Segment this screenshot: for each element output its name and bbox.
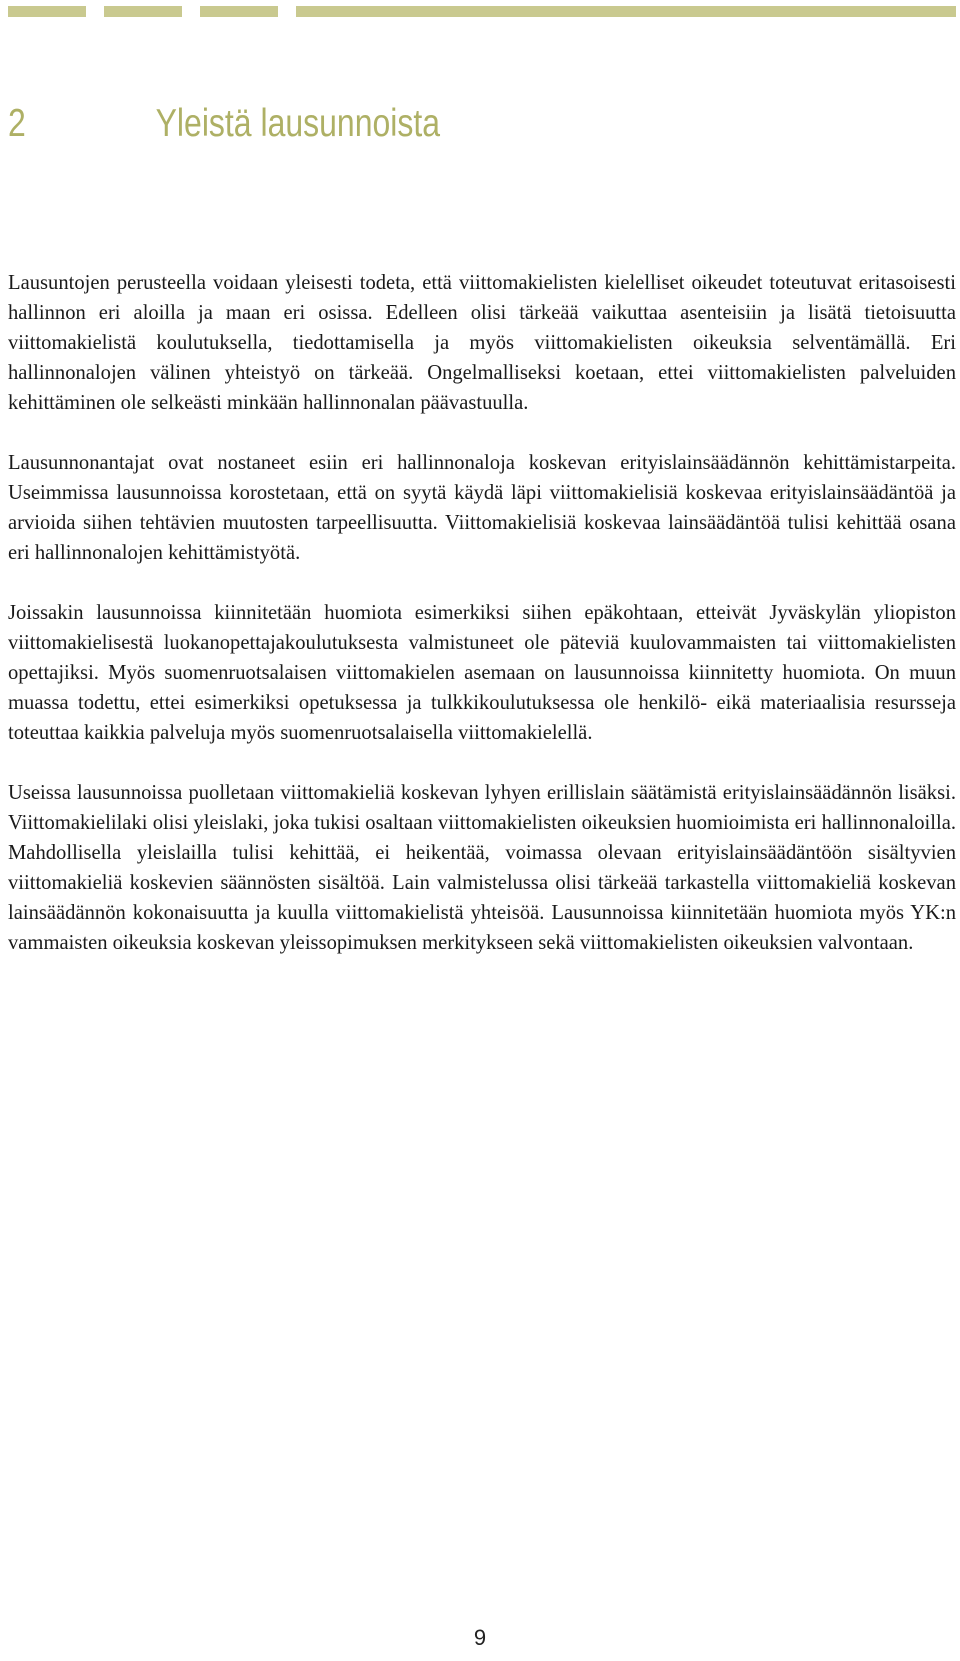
chapter-title: Yleistä lausunnoista: [155, 102, 441, 145]
body-text: [8, 268, 956, 988]
decor-bar: [8, 6, 86, 17]
decor-bar: [200, 6, 278, 17]
decor-bar: [104, 6, 182, 17]
chapter-number: 2: [8, 102, 26, 145]
paragraph: Joissakin lausunnoissa kiinnitetään huomiota esimerkiksi siihen epäkohtaan, etteivät Jyväskylän yliopiston viittomakielisestä luokanopettajakoulutuksesta valmistuneet ole päteviä kuulovammaisten tai viittomakielisten opettajiksi. Myös suomenruotsalaisen viittomakielen asemaan on lausunnoissa kiinnitetty huomiota. On muun muassa todettu, ettei esimerkiksi opetuksessa ja tulkkikoulutuksessa ole henkilö- eikä materiaalisia resursseja toteuttaa kaikkia palveluja myös suomenruotsalaisella viittomakielellä.: [8, 602, 956, 744]
decor-bar: [296, 6, 956, 17]
paragraph: Lausuntojen perusteella voidaan yleisesti todeta, että viittomakielisten kielelliset oikeudet toteutuvat eritasoisesti hallinnon eri aloilla ja maan eri osissa. Edelleen olisi tärkeää vaikuttaa asenteisiin ja lisätä tietoisuutta viittomakielistä koulutuksella, tiedottamisella ja myös viittomakielisten oikeuksia selventämällä. Eri hallinnonalojen välinen yhteistyö on tärkeää. Ongelmalliseksi koetaan, ettei viittomakielisten palveluiden kehittäminen ole selkeästi minkään hallinnonalan päävastuulla.: [8, 272, 956, 414]
paragraph: Lausunnonantajat ovat nostaneet esiin eri hallinnonaloja koskevan erityislainsäädännön kehittämistarpeita. Useimmissa lausunnoissa korostetaan, että on syytä käydä läpi viittomakielisiä koskevaa erityislainsäädäntöä ja arvioida siihen tehtävien muutosten tarpeellisuutta. Viittomakielisiä koskevaa lainsäädäntöä tulisi kehittää osana eri hallinnonalojen kehittämistyötä.: [8, 452, 956, 564]
chapter-heading: [8, 96, 780, 152]
paragraph: Useissa lausunnoissa puolletaan viittomakieliä koskevan lyhyen erillislain säätämistä erityislainsäädännön lisäksi. Viittomakielilaki olisi yleislaki, joka tukisi osaltaan viittomakielisten oikeuksien huomioimista eri hallinnonaloilla. Mahdollisella yleislailla tulisi kehittää, ei heikentää, voimassa olevaan erityislainsäädäntöön sisältyvien viittomakieliä koskevien säännösten sisältöä. Lain valmistelussa olisi tärkeää tarkastella viittomakieliä koskevan lainsäädännön kokonaisuutta ja kuulla viittomakielistä yhteisöä. Lausunnoissa kiinnitetään huomiota myös YK:n vammaisten oikeuksia koskevan yleissopimuksen merkitykseen sekä viittomakielisten oikeuksien valvontaan.: [8, 782, 956, 954]
header-decoration: [8, 6, 956, 17]
page-number: 9: [473, 1625, 487, 1650]
